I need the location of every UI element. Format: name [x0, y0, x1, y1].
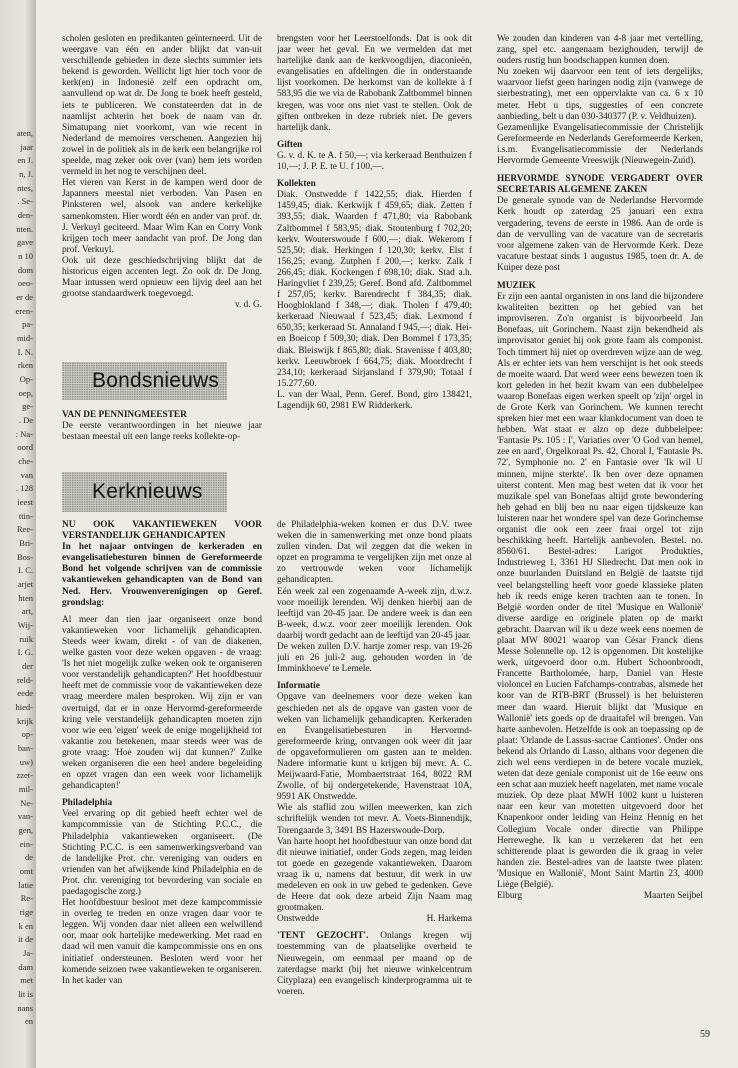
gutter-text-fragment: . De	[18, 415, 33, 425]
signature-name: Maarten Seijbel	[643, 891, 703, 902]
gutter-text-fragment: ttin-	[18, 510, 33, 521]
gutter-text-fragment: oep,	[18, 387, 33, 398]
section-heading: Giften	[277, 139, 303, 150]
gutter-text-fragment: nans	[17, 1002, 33, 1013]
gutter-text-fragment: er de	[16, 292, 33, 302]
article-paragraph: Nu zoeken wij daarvoor een tent of iets dergelijks, waarvoor liefst geen haringen nodig zijn (vanwege de sierbestrating), met een oppervlakte van ca. 6 x 10 meter. Hebt u tips, suggesties of een concrete aanbieding, belt u dan 030-340377 (P. v. Veldhuizen).	[497, 67, 703, 122]
kerknieuws-banner: Kerknieuws	[62, 472, 227, 512]
gutter-text-fragment: zzet-	[16, 770, 33, 781]
gutter-text-fragment: met	[20, 975, 33, 986]
gutter-text-fragment: n 10	[18, 251, 33, 261]
article-paragraph: Het hoofdbestuur besloot met deze kampcommissie in overleg te treden en onze vragen daar voor te leggen. Wij vonden daar niet alleen een welwillend oor, maar ook hartelijke medewerking. Met raad en daad wil men vanuit die kampcommissie ons en ons initiatief ondersteunen. Besloten werd voor het komende seizoen twee vakantieweken te organiseren. In het kader van	[62, 898, 262, 986]
column-3	[497, 34, 703, 1034]
article-paragraph: Wie als staflid zou willen meewerken, kan zich schriftelijk wenden tot mevr. A. Voets-Binnendijk, Torengaarde 3, 3491 BS Hazerswoude-Dorp.	[277, 803, 472, 836]
gutter-text-fragment: lit is	[18, 989, 33, 999]
article-paragraph: Van harte hoopt het hoofdbestuur van onze bond dat dit nieuwe initiatief, onder Gods zegen, mag leiden tot goede en gezegende vakantieweken. Daarom vraag ik u, namens dat bestuur, dit werk in uw medeleven en ook in uw gebed te gedenken. Geve de Heere dat ook deze arbeid Zijn Naam mag grootmaken.	[277, 836, 472, 914]
gutter-text-fragment: I. G.	[17, 647, 33, 658]
gutter-text-fragment: k en	[18, 920, 33, 931]
article-signature: v. d. G.	[234, 300, 262, 311]
article-headline: MUZIEK	[497, 280, 536, 291]
gutter-text-fragment: op-	[21, 729, 33, 740]
gutter-text-fragment: pa-	[22, 319, 33, 330]
gutter-text-fragment: Wij-	[17, 620, 33, 630]
article-paragraph: Veel ervaring op dit gebied heeft echter wel de kampcommissie van de Stichting P.C.C., die Philadelphia vakantieweken organiseert. (De Stichting P.C.C. is een samenwerkingsverband van de landelijke Prot. chr. vereniging van ouders en vrienden van het afwijkende kind Philadelphia en de Prot. chr. vereniging tot bevordering van sociale en paedagogische zorg.)	[62, 809, 262, 897]
gutter-text-fragment: hied-	[15, 702, 33, 712]
gutter-text-fragment: van-	[17, 811, 33, 822]
gutter-text-fragment: mil-	[18, 784, 33, 794]
article-paragraph: Gezamenlijke Evangelisatiecommissie der Christelijk Gereformeerde en Nederlands Gereformeerde Kerken, i.s.m. Evangelisatiecommissie der Nederlands Hervormde Gemeente Vreeswijk (Nieuwegein-Zuid).	[497, 122, 703, 167]
gutter-text-fragment: den-	[17, 210, 33, 220]
gutter-text-fragment: art,	[21, 606, 33, 617]
gutter-text-fragment: jaar	[20, 141, 33, 152]
gutter-text-fragment: Ja-	[23, 948, 33, 958]
gutter-text-fragment: it de	[18, 934, 33, 945]
gutter-text-fragment: gave	[16, 237, 33, 248]
article-paragraph: Eén week zal een zogenaamde A-week zijn, d.w.z. voor moeilijk lerenden. Wij denken hierbij aan de leeftijd van 20-45 jaar. De andere week is dan een B-week, d.w.z. voor zeer moeilijk lerenden. Ook daarbij wordt gedacht aan de leeftijd van 20-45 jaar.	[277, 586, 472, 641]
signature-name: H. Harkema	[426, 914, 472, 925]
column-2-top	[277, 34, 472, 447]
gutter-text-fragment: reld-	[16, 674, 33, 685]
gutter-text-fragment: . 128	[16, 483, 33, 494]
gutter-text-fragment: I. N.	[17, 346, 33, 357]
gutter-text-fragment: ieest	[17, 497, 33, 507]
gutter-text-fragment: ruik	[19, 633, 33, 644]
gutter-text-fragment: I. C.	[18, 565, 33, 576]
page-number: 59	[700, 1029, 710, 1040]
article-headline: NU OOK VAKANTIEWEKEN VOOR VERSTANDELIJK GEHANDICAPTEN	[62, 520, 262, 542]
gutter-text-fragment: : Na-	[15, 428, 33, 439]
article-paragraph: Ook uit deze geschiedschrijving blijkt dat de historicus eigen accenten legt. Zo ook dr. De Jong. Maar intussen werd opnieuw een lijvig deel aan het grootse standaardwerk toegevoegd.	[62, 255, 262, 300]
article-paragraph: Diak. Onstwedde f 1422,55; diak. Hierden f 1459,45; diak. Kerkwijk f 459,65; diak. Zetten f 393,55; diak. Waarden f 471,80; via Rabobank Zaltbommel f 583,95; diak. Stoutenburg f 702,20; kerkv. Wouterswoude f 600,—; diak. Wekerom f 525,50; diak. Herkingen f 120,30; kerkv. Elst f 156,25; evang. Zutphen f 200,—; kerkv. Zalk f 266,45; diak. Kockengen f 698,10; diak. Stad a.h. Haringvliet f 239,25; Geref. Bond afd. Zaltbommel f 257,05; kerkv. Barendrecht f 384,35; diak. Hoogblokland f 348,—; diak. Tholen f 479,40; kerkeraad Nieuwaal f 523,45; diak. Lexmond f 650,35; kerkeraad St. Annaland f 945,—; diak. Hei- en Boeicop f 509,30; diak. Den Bommel f 173,35; diak. Bleiswijk f 865,80; diak. Stavenisse f 403,80; kerkv. Leeuwbroek f 664,75; diak. Moordrecht f 234,10; kerkeraad Sirjansland f 379,90; Totaal f 15.277,60.	[277, 190, 472, 389]
gutter-text-fragment: en J.	[17, 155, 33, 166]
gutter-text-fragment: en	[24, 1016, 33, 1027]
gutter-text-fragment: mid-	[16, 333, 33, 343]
section-heading: Philadelphia	[62, 798, 113, 809]
gutter-text-fragment: rken	[17, 360, 33, 371]
previous-page-edge	[0, 0, 36, 1068]
section-heading: Kollekten	[277, 179, 316, 190]
gutter-text-fragment: Bos-	[16, 551, 33, 562]
article-signature	[277, 914, 472, 925]
section-heading: VAN DE PENNINGMEESTER	[62, 410, 187, 420]
gutter-text-fragment: der	[22, 661, 33, 671]
gutter-text-fragment: Ne-	[20, 797, 33, 808]
article-paragraph: scholen gesloten en predikanten geïnterneerd. Uit de weergave van één en ander blijkt dat van-uit verschillende gebieden in deze slechts summier iets bekend is geworden. Wellicht ligt hier toch voor de kerk(en) in Indonesië zelf een opdracht om, aanvullend op wat dr. De Jong te boek heeft gesteld, iets te publiceren. We constateerden dat in de naamlijst achterin het boek de naam van dr. Simatupang niet voorkomt, van wie recent in Nederland de memoires verschenen. Aangezien hij zowel in de politiek als in de kerk een belangrijke rol speelde, mag zeker ook over (van) hem iets worden vermeld in het nog te verschijnen deel.	[62, 34, 262, 178]
gutter-text-fragment: latie	[18, 879, 33, 890]
gutter-text-fragment: ntes,	[17, 182, 33, 193]
article-headline: HERVORMDE SYNODE VERGADERT OVER SECRETARIS ALGEMENE ZAKEN	[497, 174, 703, 196]
article-paragraph: Het vieren van Kerst in de kampen werd door de Japanners meestal niet verboden. Van Pasen en Pinksteren wel, alsook van andere kerkelijke samenkomsten. Hier wordt één en ander van prof. dr. J. Verkuyl geciteerd. Maar Wim Kan en Corry Vonk krijgen toch meer aandacht van prof. De Jong dan prof. Verkuyl.	[62, 178, 262, 255]
article-signature	[497, 891, 703, 902]
gutter-text-fragment: van	[20, 469, 33, 480]
column-1-top	[62, 34, 262, 350]
gutter-text-fragment: oord	[17, 442, 33, 453]
article-paragraph: Onlangs kregen wij toestemming van de plaatselijke overheid te Nieuwegein, om eenmaal per maand op de zaterdagse markt (bij het nieuwe winkelcentrum Cityplaza) een evangelisch kinderprogramma uit te voeren.	[277, 931, 472, 997]
section-heading: Informatie	[277, 681, 320, 692]
article-paragraph: Er zijn een aantal organisten in ons land die bijzondere kwaliteiten bezitten op het gebied van het improviseren. Zo'n organist is bijvoorbeeld Jan Bonefaas, uit Gorinchem. Naast zijn bekendheid als improvisator geniet hij ook grote faam als componist. Toch timmert hij niet op overdreven wijze aan de weg. Als er echter iets van hem verschijnt is het ook steeds de moeite waard. Dat werd weer eens bewezen toen ik kort geleden in het bezit kwam van een dubbelelpee waarop Bonefaas eigen werken speelt op 'zijn' orgel in de Grote Kerk van Gorinchem. We kunnen terecht spreken hier met een waar klankdocument van doen te hebben. Wat staat er alzo op deze dubbelelpee: 'Fantasie Ps. 105 : I', Variaties over 'O God van hemel, zee en aard', Orgelkoraal Ps. 42, Choral I, 'Fantasie Ps. 72', Symphonie no. 2' en Fantasie over 'Ik wil U minnen, mijne sterkte'. Ik ben over deze opnamen uiterst content. Men mag best weten dat ik voor het muzikale spel van Bonefaas altijd grote bewondering heb gehad en blij ben nu naar eigen tijdskeuze kan luisteren naar het wondere spel van deze Gorinchemse organist die ook een zeer fraai orgel tot zijn beschikking heeft. Hartelijk aanbevolen. Bestel. no. 8560/61. Bestel-adres: Larigot Produkties, Industrieweg 1, 3361 HJ Sliedrecht. Dat men ook in onze buurlanden Duitsland en België de laatste tijd veel belangstelling heeft voor goede klassieke platen heb ik reeds enige keren trachten aan te tonen. In België worden onder de titel 'Musique en Wallonië' diverse aardige en originele platen op de markt gebracht. Daarvan wil ik u deze week eens noemen de plaat MW 80021 waarop van César Franck diens Messe Solennelle op. 12 is opgenomen. Dit kostelijke werk, uitgevoerd door o.m. Hubert Schoonbroodt, Francette Bartholomée, harp, Daniel van Heste violoncel en Lucien Fafchamps-contrabas, alsmede het koor van de RTB-BRT (Brussel) is het beluisteren meer dan waard. Hieruit blijkt dat 'Musique en Wallonië' iets goeds op de draaitafel wil brengen. Van harte aanbevolen. Hetzelfde is ook an toepassing op de plaat: 'Orlande de Lassus-sacrae Cantiones'. Onder ons bekend als Orlando di Lasso, althans voor degenen die zich wel eens verdiepen in de betere vocale muziek, weten dat deze geniale componist uit de 16e eeuw ons een schat aan muziek heeft nagelaten, met name vocale muziek. Op deze plaat MWH 1002 kunt u luisteren naar een keur van motetten uitgevoerd door het Knapenkoor onder leiding van Heinz Hennig en het Collegium Vocale onder directie van Philippe Herreweghe. Ik kan u verzekeren dat het een schitterende plaat is geworden die ik graag in veler handen zie. Bestel-adres van de laatste twee platen: 'Musique en Wallonië', Mont Saint Martin 23, 4000 Liège (België).	[497, 292, 703, 891]
gutter-text-fragment: . Se-	[17, 196, 33, 207]
gutter-text-fragment: ge-	[22, 401, 33, 412]
article-paragraph: brengsten voor het Leerstoelfonds. Dat is ook dit jaar weer het geval. En we vermelden dat met hartelijke dank aan de kerkvoogdijen, diaconieën, evangelisaties en afdelingen die in onderstaande lijst voorkomen. De herkomst van de kollekte à f 583,95 die we via de Rabobank Zaltbommel binnen kregen, was voor ons niet vast te stellen. Ook de giften ontbreken in deze rubriek niet. De gevers hartelijk dank.	[277, 34, 472, 133]
gutter-text-fragment: aten,	[16, 128, 33, 138]
gutter-text-fragment: dam	[18, 961, 33, 972]
gutter-text-fragment: ein-	[19, 838, 33, 849]
gutter-text-fragment: eede	[17, 688, 33, 699]
article-paragraph: G. v. d. K. te A. f 50,—; via kerkeraad Benthuizen f 10,—; J. P. E. te U. f 100,—.	[277, 150, 472, 173]
article-paragraph: De eerste verantwoordingen in het nieuwe jaar bestaan meestal uit een lange reeks kollekte-op-	[62, 421, 262, 443]
gutter-text-fragment: che-	[18, 456, 33, 466]
gutter-text-fragment: arjet	[17, 579, 33, 589]
column-1-bottom	[62, 520, 262, 1040]
signature-place: Elburg	[497, 891, 523, 902]
article-paragraph: We zouden dan kinderen van 4-8 jaar met vertelling, zang, spel etc. aangenaam bezighouden, terwijl de ouders rustig hun boodschappen kunnen doen.	[497, 34, 703, 67]
gutter-text-fragment: Ree-	[16, 524, 33, 535]
gutter-text-fragment: uw)	[19, 756, 33, 767]
signature-place: Onstwedde	[277, 914, 319, 925]
section-heading: 'TENT GEZOCHT'.	[277, 931, 369, 942]
gutter-text-fragment: nten.	[16, 223, 33, 234]
article-paragraph: L. van der Waal, Penn. Geref. Bond, giro 138421, Lagendijk 60, 2981 EW Ridderkerk.	[277, 389, 472, 411]
article-paragraph: Opgave van deelnemers voor deze weken kan geschieden net als de opgave van gasten voor de weken van lichamelijk gehandicapten. Kerkeraden en Evangelisatiebesturen in Hervormd-gereformeerde kring, ontvangen ook weer dit jaar de opgaveformulieren om gasten aan te melden. Nadere informatie kunt u krijgen bij mevr. A. C. Meijwaard-Fatie, Mombaertstraat 164, 8022 RM Zwolle, of bij ondergetekende, Havenstraat 10A, 9591 AK Onstwedde.	[277, 692, 472, 803]
gutter-text-fragment: krijk	[16, 715, 33, 726]
gutter-text-fragment: n, J.	[19, 169, 33, 179]
gutter-text-fragment: de	[24, 852, 33, 863]
gutter-text-fragment: hten	[18, 592, 33, 603]
gutter-text-fragment: omt	[19, 866, 33, 876]
gutter-text-fragment: Bri-	[19, 538, 33, 548]
gutter-text-fragment: dom	[17, 264, 33, 275]
gutter-text-fragment: eren-	[15, 305, 33, 316]
gutter-text-fragment: rige	[19, 907, 33, 917]
article-paragraph: De weken zullen D.V. hartje zomer resp. van 19-26 juli en 26 juli-2 aug. gehouden worden in 'de Imminkhoeve' te Lemele.	[277, 642, 472, 675]
article-paragraph: de Philadelphia-weken komen er dus D.V. twee weken die in samenwerking met onze bond plaats zullen vinden. Dat wil zeggen dat die weken in opzet en programma te vergelijken zijn met onze al zo vertrouwde weken voor lichamelijk gehandicapten.	[277, 520, 472, 586]
gutter-text-fragment: gen,	[18, 825, 33, 835]
article-paragraph: Al meer dan tien jaar organiseert onze bond vakantieweken voor lichamelijk gehandicapten. Steeds weer kwam, direkt - of van de diakenen, welke gasten voor deze weken opgaven - de vraag: 'Is het niet mogelijk zulke weken ook te organiseren voor verstandelijk gehandicapten?' Het hoofdbestuur heeft met de commissie voor de vakantieweken deze vraag meerdere malen besproken. Wij zijn er van overtuigd, dat er in onze Hervormd-gereformeerde kring vele verstandelijk gehandicapten moeten zijn voor wie een 'eigen' week de enige mogelijkheid tot vakantie zou betekenen, maar steeds weer was de grote vraag: 'Hoe zouden wij dat kunnen?' Zulke weken organiseren die een heel andere begeleiding en opzet vragen dan een week voor lichamelijk gehandicapten!'	[62, 614, 262, 792]
article-lead: In het najaar ontvingen de kerkeraden en evangelisatiebesturen binnen de Gereformeerde Bond het volgende schrijven van de commissie vakantieweken gehandicapten van de Bond van Ned. Herv. Vrouwenverenigingen op Geref. grondslag:	[62, 542, 262, 608]
bondsnieuws-banner: Bondsnieuws	[62, 362, 227, 400]
gutter-text-fragment: Re-	[20, 893, 33, 904]
column-2-bottom	[277, 520, 472, 1040]
gutter-text-fragment: ban-	[17, 743, 33, 753]
gutter-text-fragment: Op-	[19, 374, 33, 384]
gutter-text-fragment: oeo-	[17, 278, 33, 289]
article-paragraph: De generale synode van de Nederlandse Hervormde Kerk houdt op zaterdag 25 januari een extra vergadering, tevens de eerste in 1986. Aan de orde is dan de vervulling van de vacature van de secretaris voor algemene zaken van de Hervormde Kerk. Deze vacature bestaat sinds 1 augustus 1985, toen dr. A. de Kuiper deze post	[497, 196, 703, 273]
